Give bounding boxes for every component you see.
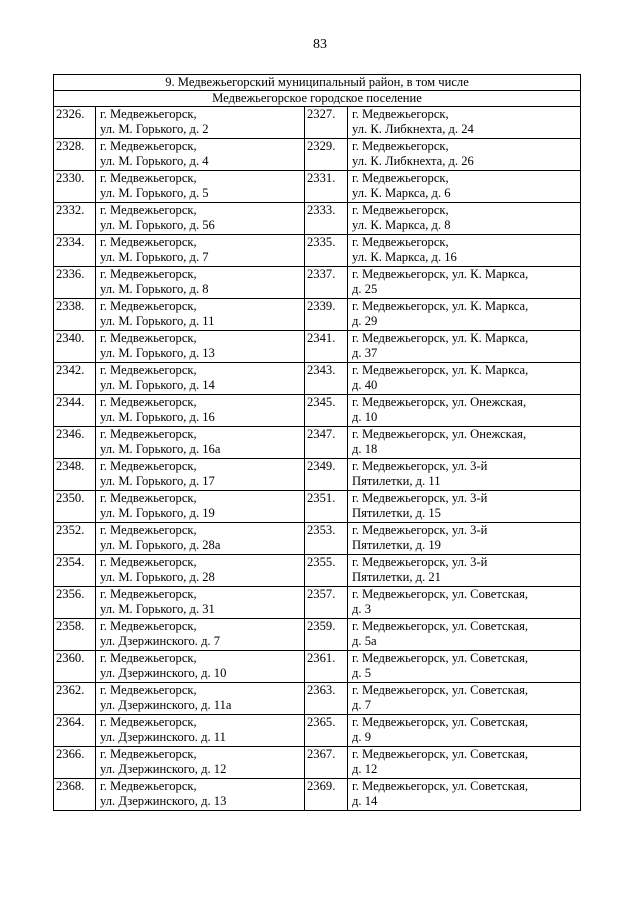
entry-address bbox=[348, 107, 581, 139]
entry-number: 2364. bbox=[54, 715, 96, 747]
entry-address bbox=[348, 619, 581, 651]
address-line: д. 10 bbox=[352, 410, 378, 425]
address-line: г. Медвежьегорск, bbox=[100, 267, 197, 281]
entry-address bbox=[348, 459, 581, 491]
entry-address bbox=[348, 523, 581, 555]
address-line: г. Медвежьегорск, bbox=[100, 619, 197, 633]
entry-address bbox=[96, 459, 305, 491]
address-line: Пятилетки, д. 11 bbox=[352, 474, 441, 489]
entry-address bbox=[348, 491, 581, 523]
entry-address bbox=[96, 779, 305, 811]
address-line: ул. М. Горького, д. 17 bbox=[100, 474, 215, 489]
address-line: Пятилетки, д. 19 bbox=[352, 538, 441, 553]
entry-address bbox=[96, 523, 305, 555]
address-line: г. Медвежьегорск, bbox=[100, 555, 197, 569]
entry-address bbox=[96, 651, 305, 683]
address-line: г. Медвежьегорск, ул. 3-й bbox=[352, 523, 488, 537]
address-line: г. Медвежьегорск, bbox=[100, 203, 197, 217]
address-line: г. Медвежьегорск, bbox=[100, 459, 197, 473]
address-line: г. Медвежьегорск, ул. Советская, bbox=[352, 651, 529, 665]
address-line: г. Медвежьегорск, ул. К. Маркса, bbox=[352, 267, 529, 281]
address-line: г. Медвежьегорск, ул. Советская, bbox=[352, 715, 529, 729]
entry-number: 2359. bbox=[305, 619, 348, 651]
entry-number: 2365. bbox=[305, 715, 348, 747]
table-row bbox=[54, 107, 581, 139]
entry-address bbox=[96, 139, 305, 171]
entry-number: 2329. bbox=[305, 139, 348, 171]
entry-address bbox=[96, 619, 305, 651]
entry-number: 2331. bbox=[305, 171, 348, 203]
address-line: д. 5 bbox=[352, 666, 372, 681]
address-line: г. Медвежьегорск, bbox=[100, 427, 197, 441]
entry-number: 2347. bbox=[305, 427, 348, 459]
table-row bbox=[54, 619, 581, 651]
entry-address bbox=[348, 427, 581, 459]
district-header-row bbox=[54, 75, 581, 91]
district-header: 9. Медвежьегорский муниципальный район, в том числе bbox=[54, 75, 581, 91]
address-line: г. Медвежьегорск, bbox=[352, 171, 449, 185]
table-row bbox=[54, 235, 581, 267]
address-line: ул. Дзержинского, д. 13 bbox=[100, 794, 227, 809]
address-line: г. Медвежьегорск, bbox=[352, 235, 449, 249]
address-line: г. Медвежьегорск, ул. К. Маркса, bbox=[352, 299, 529, 313]
entry-address bbox=[348, 587, 581, 619]
entry-number: 2349. bbox=[305, 459, 348, 491]
address-line: д. 5а bbox=[352, 634, 377, 649]
address-line: г. Медвежьегорск, ул. 3-й bbox=[352, 459, 488, 473]
entry-number: 2350. bbox=[54, 491, 96, 523]
table-row bbox=[54, 331, 581, 363]
address-line: г. Медвежьегорск, ул. 3-й bbox=[352, 491, 488, 505]
address-line: г. Медвежьегорск, ул. Онежская, bbox=[352, 427, 527, 441]
entry-number: 2337. bbox=[305, 267, 348, 299]
address-line: д. 37 bbox=[352, 346, 378, 361]
table-row bbox=[54, 651, 581, 683]
entry-number: 2340. bbox=[54, 331, 96, 363]
settlement-header: Медвежьегорское городское поселение bbox=[54, 91, 581, 107]
entry-number: 2344. bbox=[54, 395, 96, 427]
table-row bbox=[54, 363, 581, 395]
address-line: ул. К. Маркса, д. 6 bbox=[352, 186, 451, 201]
entry-address bbox=[348, 683, 581, 715]
page-number: 83 bbox=[313, 37, 327, 52]
entry-address bbox=[96, 715, 305, 747]
address-line: г. Медвежьегорск, bbox=[100, 171, 197, 185]
address-line: ул. М. Горького, д. 11 bbox=[100, 314, 215, 329]
entry-number: 2346. bbox=[54, 427, 96, 459]
address-line: г. Медвежьегорск, bbox=[352, 107, 449, 121]
entry-address bbox=[348, 715, 581, 747]
entry-number: 2356. bbox=[54, 587, 96, 619]
address-line: ул. Дзержинского, д. 10 bbox=[100, 666, 227, 681]
entry-address bbox=[96, 235, 305, 267]
entry-number: 2336. bbox=[54, 267, 96, 299]
entry-number: 2327. bbox=[305, 107, 348, 139]
entry-number: 2351. bbox=[305, 491, 348, 523]
table-row bbox=[54, 203, 581, 235]
table-row bbox=[54, 555, 581, 587]
entry-address bbox=[96, 299, 305, 331]
address-line: ул. Дзержинского, д. 12 bbox=[100, 762, 227, 777]
entry-address bbox=[348, 299, 581, 331]
table-row bbox=[54, 459, 581, 491]
address-line: г. Медвежьегорск, ул. К. Маркса, bbox=[352, 363, 529, 377]
entry-address bbox=[96, 555, 305, 587]
entry-address bbox=[348, 267, 581, 299]
address-line: ул. М. Горького, д. 31 bbox=[100, 602, 215, 617]
address-line: д. 12 bbox=[352, 762, 378, 777]
address-line: г. Медвежьегорск, bbox=[100, 715, 197, 729]
address-line: ул. Дзержинского. д. 7 bbox=[100, 634, 221, 649]
address-line: г. Медвежьегорск, bbox=[100, 651, 197, 665]
address-line: г. Медвежьегорск, ул. К. Маркса, bbox=[352, 331, 529, 345]
entry-address bbox=[96, 171, 305, 203]
address-line: ул. М. Горького, д. 16а bbox=[100, 442, 221, 457]
address-line: г. Медвежьегорск, bbox=[100, 139, 197, 153]
table-row bbox=[54, 715, 581, 747]
address-line: г. Медвежьегорск, bbox=[100, 683, 197, 697]
address-line: ул. М. Горького, д. 8 bbox=[100, 282, 209, 297]
address-line: г. Медвежьегорск, bbox=[100, 395, 197, 409]
address-line: д. 25 bbox=[352, 282, 378, 297]
entry-address bbox=[348, 171, 581, 203]
settlement-header-row bbox=[54, 91, 581, 107]
entry-number: 2367. bbox=[305, 747, 348, 779]
address-line: г. Медвежьегорск, bbox=[100, 299, 197, 313]
address-line: ул. М. Горького, д. 4 bbox=[100, 154, 209, 169]
table-row bbox=[54, 139, 581, 171]
address-line: ул. М. Горького, д. 28а bbox=[100, 538, 221, 553]
entry-number: 2357. bbox=[305, 587, 348, 619]
address-line: г. Медвежьегорск, bbox=[100, 107, 197, 121]
address-line: д. 7 bbox=[352, 698, 372, 713]
address-line: г. Медвежьегорск, ул. Советская, bbox=[352, 747, 529, 761]
address-line: ул. К. Маркса, д. 16 bbox=[352, 250, 457, 265]
address-line: ул. М. Горького, д. 13 bbox=[100, 346, 215, 361]
address-line: ул. Дзержинского. д. 11 bbox=[100, 730, 226, 745]
address-line: ул. Дзержинского, д. 11а bbox=[100, 698, 232, 713]
address-line: г. Медвежьегорск, ул. 3-й bbox=[352, 555, 488, 569]
entry-address bbox=[348, 203, 581, 235]
address-line: г. Медвежьегорск, ул. Советская, bbox=[352, 683, 529, 697]
address-line: ул. М. Горького, д. 28 bbox=[100, 570, 215, 585]
entry-address bbox=[96, 363, 305, 395]
entry-number: 2360. bbox=[54, 651, 96, 683]
address-line: ул. М. Горького, д. 7 bbox=[100, 250, 209, 265]
entry-number: 2332. bbox=[54, 203, 96, 235]
address-line: д. 3 bbox=[352, 602, 372, 617]
entry-number: 2366. bbox=[54, 747, 96, 779]
address-line: г. Медвежьегорск, bbox=[100, 491, 197, 505]
table-row bbox=[54, 587, 581, 619]
address-line: ул. М. Горького, д. 14 bbox=[100, 378, 215, 393]
address-line: ул. К. Либкнехта, д. 26 bbox=[352, 154, 474, 169]
table-row bbox=[54, 267, 581, 299]
address-line: г. Медвежьегорск, ул. Советская, bbox=[352, 619, 529, 633]
address-line: г. Медвежьегорск, bbox=[100, 779, 197, 793]
entry-number: 2328. bbox=[54, 139, 96, 171]
entry-number: 2358. bbox=[54, 619, 96, 651]
entry-address bbox=[96, 267, 305, 299]
entry-number: 2355. bbox=[305, 555, 348, 587]
address-line: г. Медвежьегорск, bbox=[100, 363, 197, 377]
entry-address bbox=[96, 587, 305, 619]
entry-address bbox=[96, 683, 305, 715]
entry-number: 2334. bbox=[54, 235, 96, 267]
address-line: Пятилетки, д. 15 bbox=[352, 506, 441, 521]
entry-address bbox=[348, 235, 581, 267]
entry-number: 2326. bbox=[54, 107, 96, 139]
entry-number: 2338. bbox=[54, 299, 96, 331]
address-line: г. Медвежьегорск, bbox=[100, 331, 197, 345]
entry-number: 2333. bbox=[305, 203, 348, 235]
table-body bbox=[54, 75, 581, 811]
entry-address bbox=[348, 555, 581, 587]
entry-address bbox=[348, 331, 581, 363]
entry-number: 2341. bbox=[305, 331, 348, 363]
entry-number: 2339. bbox=[305, 299, 348, 331]
entry-number: 2343. bbox=[305, 363, 348, 395]
entry-number: 2348. bbox=[54, 459, 96, 491]
entry-number: 2352. bbox=[54, 523, 96, 555]
address-line: г. Медвежьегорск, bbox=[100, 747, 197, 761]
table-row bbox=[54, 523, 581, 555]
address-line: д. 18 bbox=[352, 442, 378, 457]
entry-address bbox=[96, 747, 305, 779]
entry-number: 2342. bbox=[54, 363, 96, 395]
table-row bbox=[54, 427, 581, 459]
address-line: г. Медвежьегорск, bbox=[352, 139, 449, 153]
address-line: г. Медвежьегорск, bbox=[100, 235, 197, 249]
entry-number: 2335. bbox=[305, 235, 348, 267]
entry-address bbox=[348, 779, 581, 811]
table-row bbox=[54, 683, 581, 715]
address-line: г. Медвежьегорск, bbox=[352, 203, 449, 217]
address-line: ул. М. Горького, д. 56 bbox=[100, 218, 215, 233]
entry-address bbox=[348, 747, 581, 779]
entry-address bbox=[96, 107, 305, 139]
entry-address bbox=[96, 427, 305, 459]
address-line: д. 40 bbox=[352, 378, 378, 393]
entry-address bbox=[96, 491, 305, 523]
entry-number: 2354. bbox=[54, 555, 96, 587]
table-row bbox=[54, 395, 581, 427]
entry-address bbox=[348, 395, 581, 427]
address-line: ул. М. Горького, д. 2 bbox=[100, 122, 209, 137]
address-line: г. Медвежьегорск, ул. Советская, bbox=[352, 779, 529, 793]
address-line: Пятилетки, д. 21 bbox=[352, 570, 441, 585]
table-row bbox=[54, 171, 581, 203]
table-row bbox=[54, 747, 581, 779]
entry-number: 2368. bbox=[54, 779, 96, 811]
entry-address bbox=[348, 363, 581, 395]
address-line: ул. К. Либкнехта, д. 24 bbox=[352, 122, 474, 137]
entry-address bbox=[96, 203, 305, 235]
address-line: д. 14 bbox=[352, 794, 378, 809]
entry-number: 2345. bbox=[305, 395, 348, 427]
address-line: ул. М. Горького, д. 5 bbox=[100, 186, 209, 201]
entry-number: 2363. bbox=[305, 683, 348, 715]
table-row bbox=[54, 491, 581, 523]
entry-number: 2362. bbox=[54, 683, 96, 715]
address-line: ул. М. Горького, д. 16 bbox=[100, 410, 215, 425]
address-line: г. Медвежьегорск, bbox=[100, 523, 197, 537]
address-line: г. Медвежьегорск, bbox=[100, 587, 197, 601]
address-line: ул. М. Горького, д. 19 bbox=[100, 506, 215, 521]
entry-number: 2353. bbox=[305, 523, 348, 555]
table-row bbox=[54, 299, 581, 331]
entry-number: 2369. bbox=[305, 779, 348, 811]
entry-address bbox=[96, 331, 305, 363]
address-line: д. 29 bbox=[352, 314, 378, 329]
address-line: г. Медвежьегорск, ул. Советская, bbox=[352, 587, 529, 601]
address-line: ул. К. Маркса, д. 8 bbox=[352, 218, 451, 233]
entry-number: 2330. bbox=[54, 171, 96, 203]
entry-address bbox=[348, 651, 581, 683]
address-line: д. 9 bbox=[352, 730, 372, 745]
address-table bbox=[53, 74, 581, 811]
entry-address bbox=[348, 139, 581, 171]
entry-address bbox=[96, 395, 305, 427]
address-line: г. Медвежьегорск, ул. Онежская, bbox=[352, 395, 527, 409]
table-row bbox=[54, 779, 581, 811]
entry-number: 2361. bbox=[305, 651, 348, 683]
